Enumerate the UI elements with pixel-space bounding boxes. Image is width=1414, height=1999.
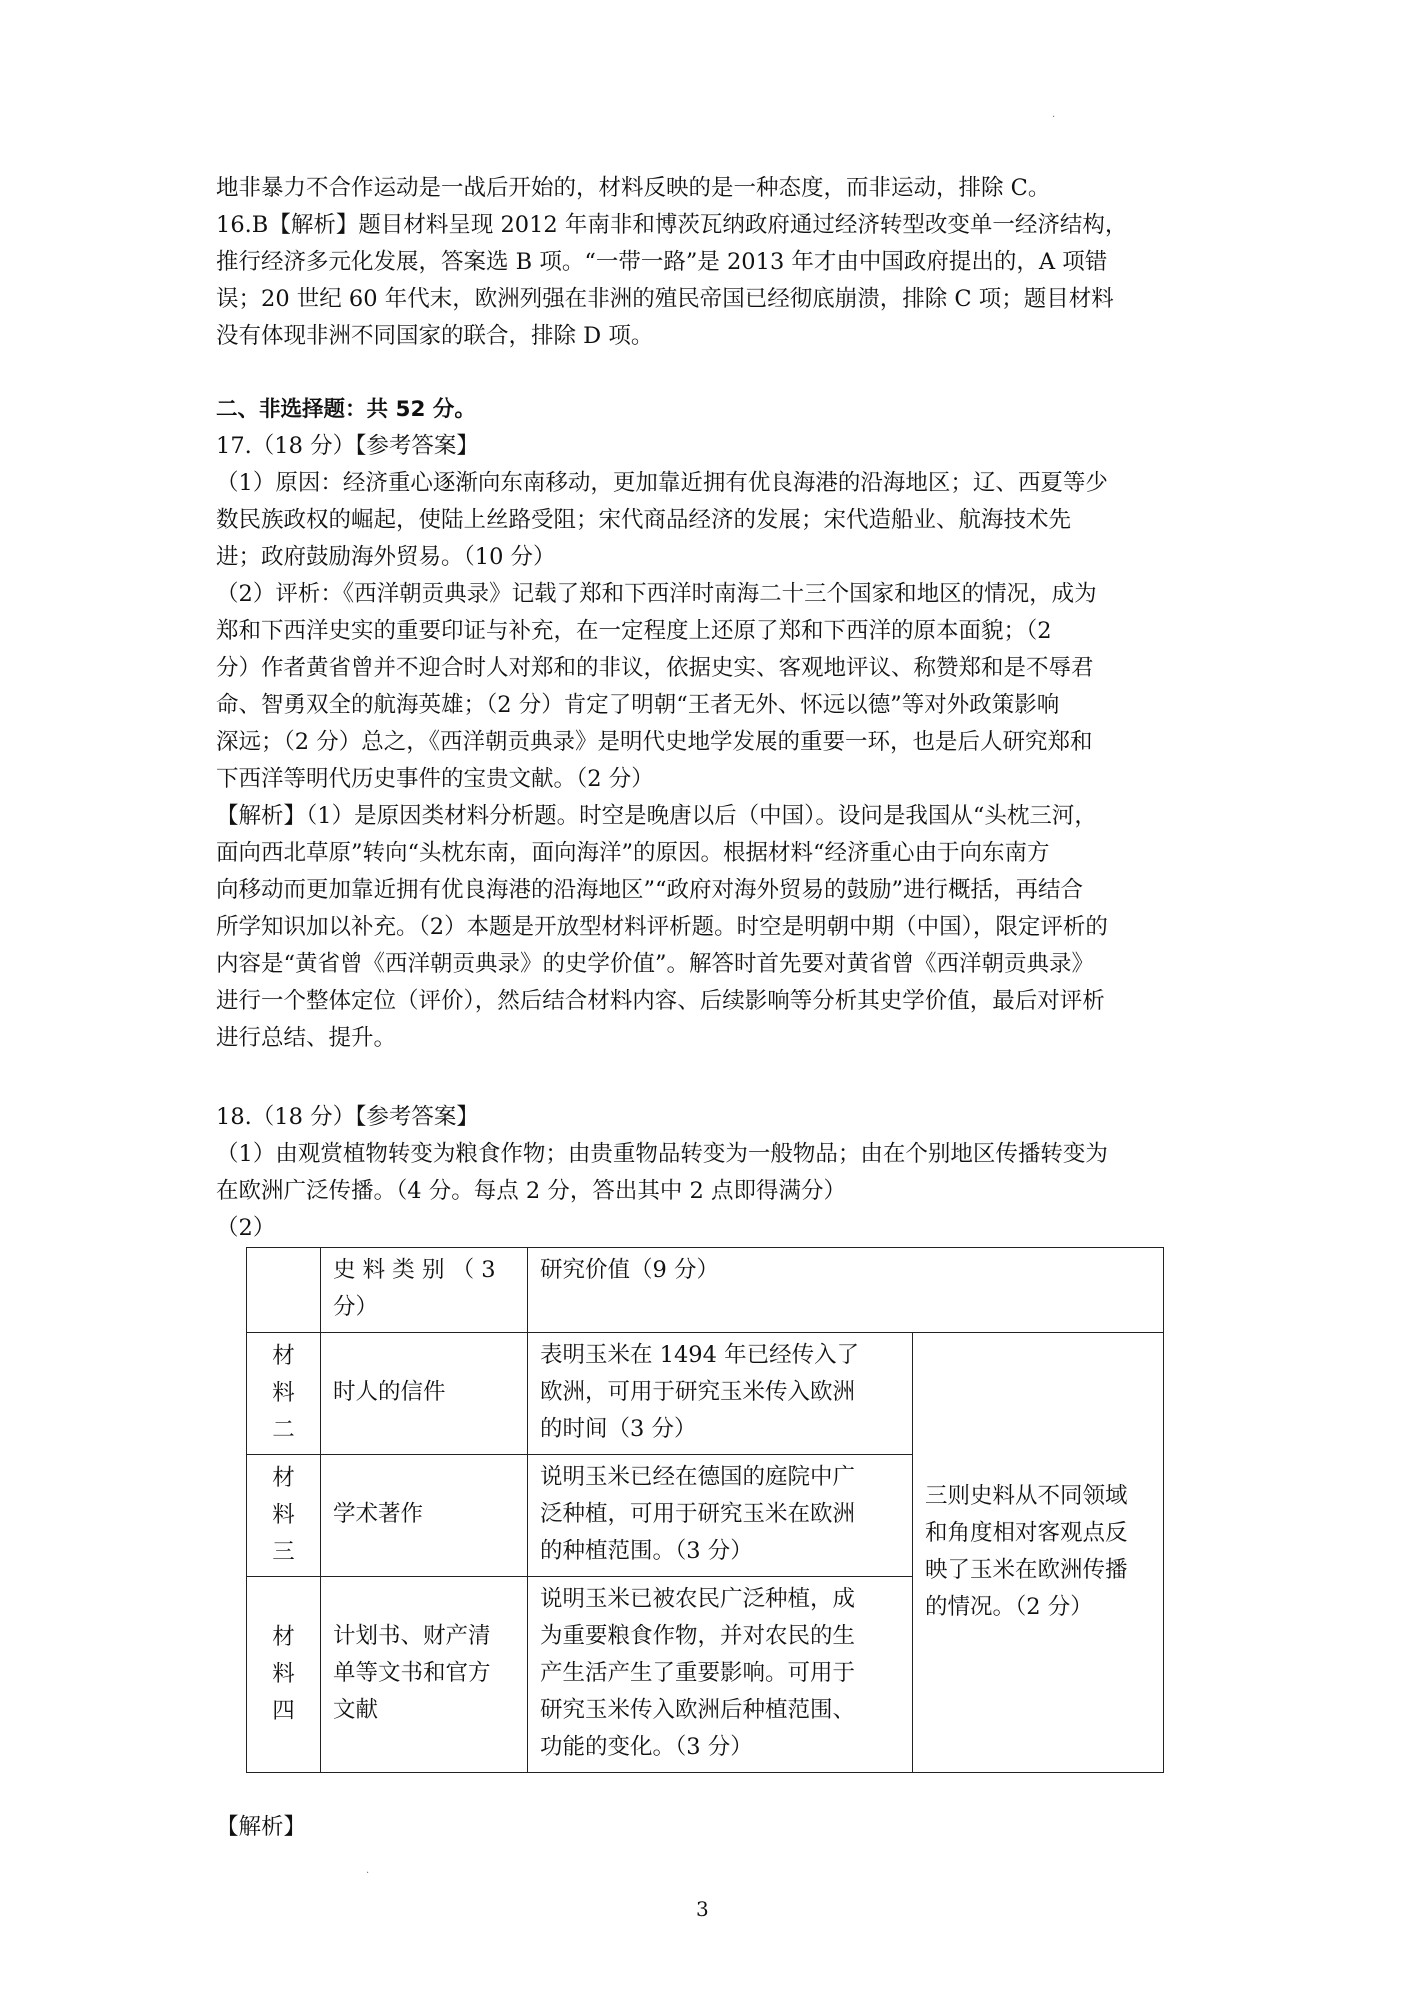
analysis-label: 【解析】 <box>216 1814 307 1840</box>
text-line: 内容是“黄省曾《西洋朝贡典录》的史学价值”。解答时首先要对黄省曾《西洋朝贡典录》 <box>216 951 1095 977</box>
text-line: 面向西北草原”转向“头枕东南，面向海洋”的原因。根据材料“经济重心由于向东南方 <box>216 840 1050 866</box>
table-header-value: 研究价值（9 分） <box>528 1248 1164 1333</box>
question-header: 17.（18 分）【参考答案】 <box>216 433 479 459</box>
header-mark: · <box>1052 112 1056 123</box>
row-category: 时人的信件 <box>321 1333 528 1455</box>
page-content <box>216 170 1206 1846</box>
row-value: 说明玉米已被农民广泛种植，成 为重要粮食作物，并对农民的生 产生活产生了重要影响。可用于 研究玉米传入欧洲后种植范围、 功能的变化。（3 分） <box>528 1577 913 1773</box>
row-category: 计划书、财产清 单等文书和官方 文献 <box>321 1577 528 1773</box>
text-line: 地非暴力不合作运动是一战后开始的，材料反映的是一种态度，而非运动，排除 C。 <box>216 175 1051 201</box>
text-line: （2）评析：《西洋朝贡典录》记载了郑和下西洋时南海二十三个国家和地区的情况，成为 <box>216 581 1097 607</box>
text-line: 没有体现非洲不同国家的联合，排除 D 项。 <box>216 323 654 349</box>
table-header-category: 史 料 类 别 （ 3 分） <box>321 1248 528 1333</box>
text-line: 16.B【解析】题目材料呈现 2012 年南非和博茨瓦纳政府通过经济转型改变单一经济结构， <box>216 212 1128 238</box>
row-value: 说明玉米已经在德国的庭院中广 泛种植，可用于研究玉米在欧洲 的种植范围。（3 分） <box>528 1455 913 1577</box>
text-line: 在欧洲广泛传播。（4 分。每点 2 分，答出其中 2 点即得满分） <box>216 1178 846 1204</box>
q17-block <box>216 428 1206 1057</box>
summary-cell: 三则史料从不同领域 和角度相对客观点反 映了玉米在欧洲传播 的情况。（2 分） <box>913 1333 1164 1773</box>
question-header: 18.（18 分）【参考答案】 <box>216 1104 479 1130</box>
text-line: 进行总结、提升。 <box>216 1025 397 1051</box>
answer-table-wrap <box>246 1247 1206 1773</box>
table-row <box>247 1333 1164 1455</box>
text-line: （2） <box>216 1215 276 1241</box>
table-header-blank <box>247 1248 321 1333</box>
section-title: 二、非选择题：共 52 分。 <box>216 397 476 422</box>
text-line: 所学知识加以补充。（2）本题是开放型材料评析题。时空是明朝中期（中国），限定评析的 <box>216 914 1108 940</box>
row-value: 表明玉米在 1494 年已经传入了 欧洲，可用于研究玉米传入欧洲 的时间（3 分） <box>528 1333 913 1455</box>
text-line: 【解析】（1）是原因类材料分析题。时空是晚唐以后（中国）。设问是我国从“头枕三河， <box>216 803 1097 829</box>
text-line: （1）原因：经济重心逐渐向东南移动，更加靠近拥有优良海港的沿海地区；辽、西夏等少 <box>216 470 1108 496</box>
text-line: 深远；（2 分）总之，《西洋朝贡典录》是明代史地学发展的重要一环，也是后人研究郑和 <box>216 729 1093 755</box>
row-category: 学术著作 <box>321 1455 528 1577</box>
text-line: 数民族政权的崛起，使陆上丝路受阻；宋代商品经济的发展；宋代造船业、航海技术先 <box>216 507 1072 533</box>
text-line: （1）由观赏植物转变为粮食作物；由贵重物品转变为一般物品；由在个别地区传播转变为 <box>216 1141 1108 1167</box>
text-line: 误；20 世纪 60 年代末，欧洲列强在非洲的殖民帝国已经彻底崩溃，排除 C 项；题目材料 <box>216 286 1114 312</box>
q18-block <box>216 1099 1206 1773</box>
text-line: 分）作者黄省曾并不迎合时人对郑和的非议，依据史实、客观地评议、称赞郑和是不辱君 <box>216 655 1094 681</box>
text-line: 向移动而更加靠近拥有优良海港的沿海地区”“政府对海外贸易的鼓励”进行概括，再结合 <box>216 877 1084 903</box>
text-line: 下西洋等明代历史事件的宝贵文献。（2 分） <box>216 766 654 792</box>
row-label: 材 料 三 <box>247 1455 321 1577</box>
text-line: 推行经济多元化发展，答案选 B 项。“一带一路”是 2013 年才由中国政府提出的，A 项错 <box>216 249 1108 275</box>
q16-explanation <box>216 170 1206 355</box>
text-line: 进；政府鼓励海外贸易。（10 分） <box>216 544 556 570</box>
page-number: 3 <box>696 1897 709 1921</box>
row-label: 材 料 二 <box>247 1333 321 1455</box>
row-label: 材 料 四 <box>247 1577 321 1773</box>
text-line: 命、智勇双全的航海英雄；（2 分）肯定了明朝“王者无外、怀远以德”等对外政策影响 <box>216 692 1060 718</box>
text-line: 郑和下西洋史实的重要印证与补充，在一定程度上还原了郑和下西洋的原本面貌；（2 <box>216 618 1052 644</box>
bottom-mark: · <box>366 1868 370 1879</box>
table-header-row <box>247 1248 1164 1333</box>
text-line: 进行一个整体定位（评价），然后结合材料内容、后续影响等分析其史学价值，最后对评析 <box>216 988 1105 1014</box>
answer-table <box>246 1247 1164 1773</box>
